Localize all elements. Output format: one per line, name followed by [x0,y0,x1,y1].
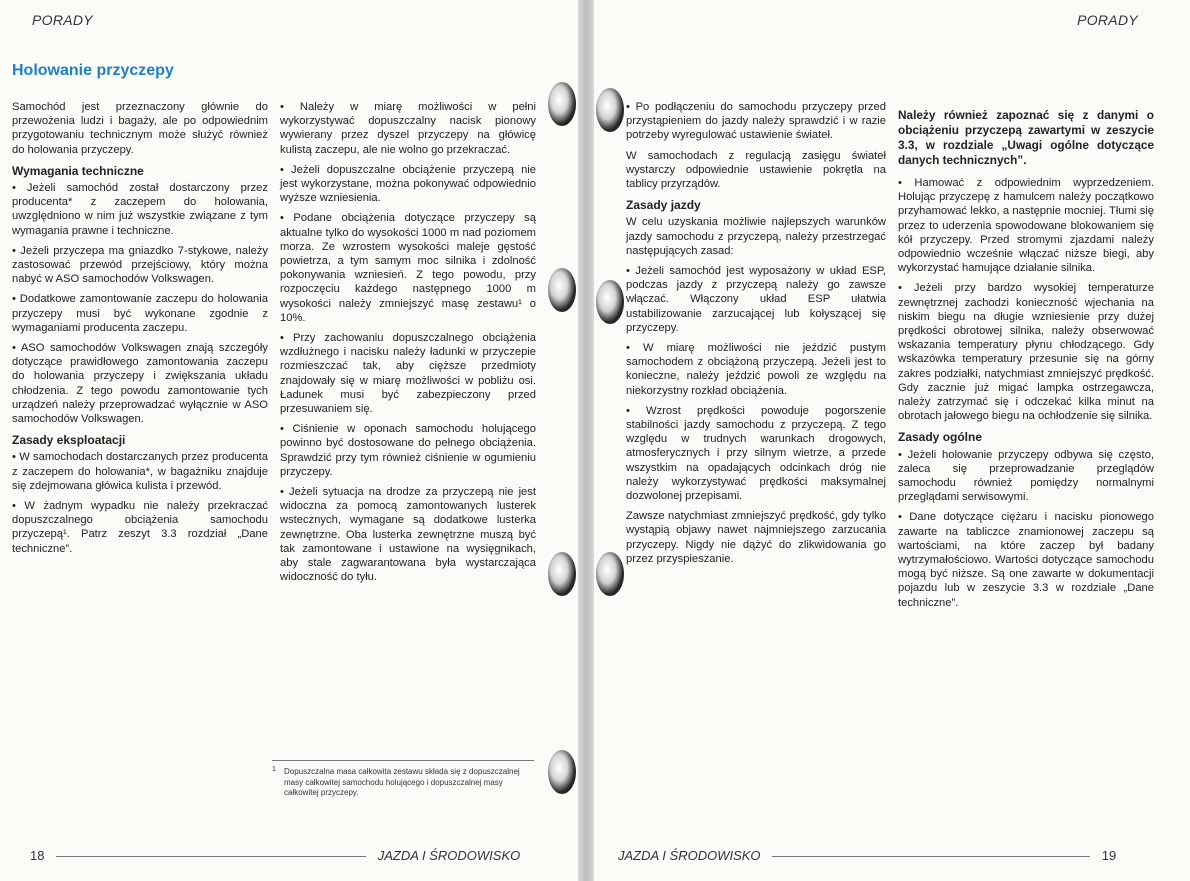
section-heading: Zasady jazdy [626,198,701,213]
paragraph: Należy również zapoznać się z danymi o obciążeniu przyczepą zawartymi w zeszycie 3.3, w rozdziale „Uwagi ogólne dotyczące danych technicznych”. [898,108,1154,167]
binding-hole [548,268,576,312]
section-heading: Zasady eksploatacji [12,433,126,448]
paragraph: • Jeżeli sytuacja na drodze za przyczepą nie jest widoczna za pomocą zamontowanych lusterek wstecznych, wymagane są dodatkowe lusterka zewnętrzne. Oba lusterka zewnętrzne muszą być tak zamontowane i ustawione na wysięgnikach, aby stale zagwarantowana była wystarczająca widoczność do tyłu. [280,486,536,584]
book-gutter [578,0,594,881]
left-page [0,0,578,881]
paragraph: • Jeżeli samochód został dostarczony przez producenta* z zaczepem do holowania, uwzględniono w nim już wszystkie związane z tym wymagania prawne i techniczne. [12,182,268,237]
footnote-text: Dopuszczalna masa całkowita zestawu składa się z dopuszczalnej masy całkowitej samochodu holującego i dopuszczalnej masy całkowitej przyczepy. [284,767,520,797]
binding-hole [548,552,576,596]
section-name: JAZDA I ŚRODOWISKO [618,848,761,863]
binding-hole [548,750,576,794]
paragraph: • Podane obciążenia dotyczące przyczepy są aktualne tylko do wysokości 1000 m nad poziomem morza. Ze wzrostem wysokości maleje gęstość powietrza, a tym samym moc silnika i zdolność pokonywania wzniesień. Z tego powodu, przy rozpoczęciu każdego następnego 1000 m wysokości należy zmniejszyć masę zestawu¹ o 10%. [280,212,536,324]
footer-rule [772,856,1090,857]
paragraph: Zawsze natychmiast zmniejszyć prędkość, gdy tylko wystąpią objawy nawet najmniejszego zarzucania przyczepy. Nigdy nie dążyć do zlikwidowania go przez przyspieszanie. [626,510,886,565]
binding-hole [596,88,624,132]
footnote-mark: 1 [272,766,276,773]
paragraph: • W miarę możliwości nie jeździć pustym samochodem z obciążoną przyczepą. Jeżeli jest to konieczne, należy jeździć powoli ze względu na niekorzystny rozkład obciążenia. [626,342,886,397]
paragraph: • Jeżeli holowanie przyczepy odbywa się często, zaleca się przeprowadzanie przeglądów samochodu również pomiędzy normalnymi przeglądami serwisowymi. [898,448,1154,504]
right-page [594,0,1190,881]
binding-hole [596,552,624,596]
page-number: 19 [1101,848,1117,863]
running-header: PORADY [1077,12,1138,28]
right-column-1 [626,100,886,572]
paragraph: • W samochodach dostarczanych przez producenta z zaczepem do holowania*, w bagażniku znajduje się zdejmowana główica kulista i przewód. [12,451,268,492]
paragraph: • Jeżeli przyczepa ma gniazdko 7-stykowe, należy zastosować przewód przejściowy, który można nabyć w ASO samochodów Volkswagen. [12,244,268,286]
page-footer [618,848,1158,863]
paragraph: W samochodach z regulacją zasięgu świateł wystarczy odpowiednie ustawienie pokrętła na tablicy przyrządów. [626,149,886,191]
footer-rule [56,856,366,857]
paragraph: • Jeżeli przy bardzo wysokiej temperaturze zewnętrznej zachodzi konieczność wjechania na niskim biegu na długie wzniesienie przy dużej prędkości obrotowej silnika, należy obserwować wskazania temperatury płynu chłodzącego. Gdy wskazówka temperatury przesunie się na górny zakres podziałki, natychmiast zmniejszyć prędkość. Gdy zacznie już migać lampka ostrzegawcza, należy zatrzymać się i odczekać kilka minut na obrotach jałowego biegu na ochłodzenie się silnika. [898,282,1154,423]
paragraph: Samochód jest przeznaczony głównie do przewożenia ludzi i bagaży, ale po odpowiednim przygotowaniu technicznym może służyć również do holowania przyczepy. [12,101,268,156]
paragraph: • Wzrost prędkości powoduje pogorszenie stabilności jazdy samochodu z przyczepą. Z tego względu w trudnych warunkach drogowych, atmosferycznych i przy silnym wietrze, a przede wszystkim na opadających odcinkach dróg nie należy wykorzystywać prędkości maksymalnej dozwolonej przepisami. [626,404,886,503]
paragraph: • Ciśnienie w oponach samochodu holującego powinno być dostosowane do pełnego obciążenia. Sprawdzić przy tym również ciśnienie w ogumieniu przyczepy. [280,423,536,478]
paragraph: • Przy zachowaniu dopuszczalnego obciążenia wzdłużnego i nacisku należy ładunki w przyczepie rozmieszczać tak, aby cięższe przedmioty znajdowały się w miarę możliwości w pobliżu osi. Ładunek musi być zabezpieczony przed przesuwaniem się. [280,332,536,416]
paragraph: • W żadnym wypadku nie należy przekraczać dopuszczalnego obciążenia samochodu przyczepą¹. Patrz zeszyt 3.3 rozdział „Dane techniczne”. [12,500,268,555]
paragraph: • Dane dotyczące ciężaru i nacisku pionowego zawarte na tabliczce znamionowej zaczepu są wartościami, na które zaczep był badany wytrzymałościowo. Wartości dotyczące samochodu mogą być niższe. Są one zawarte w dokumentacji pojazdu lub w zeszycie 3.3 w rozdziale „Dane techniczne”. [898,511,1154,609]
left-column-1 [12,100,268,562]
paragraph: • ASO samochodów Volkswagen znają szczegóły dotyczące prawidłowego zamontowania zaczepu do holowania przyczepy i zwiększania układu chłodzenia. Z tego powodu zamontowanie tych urządzeń należy przeprowadzać wyłącznie w ASO samochodów Volkswagen. [12,342,268,426]
section-heading: Zasady ogólne [898,430,983,445]
paragraph: • Jeżeli samochód jest wyposażony w układ ESP, podczas jazdy z przyczepą należy go zawsze włączać. Włączony układ ESP ułatwia ustabilizowanie zarzucającej lub kołyszącej się przyczepy. [626,265,886,334]
paragraph: • Po podłączeniu do samochodu przyczepy przed przystąpieniem do jazdy należy sprawdzić i w razie potrzeby wyregulować ustawienie świateł. [626,101,886,142]
paragraph: • Hamować z odpowiednim wyprzedzeniem. Holując przyczepę z hamulcem należy początkowo przyhamować lekko, a następnie mocniej. Tłumi się przez to uderzenia spowodowane blokowaniem się kół przyczepy. Przed stromymi zjazdami należy odpowiednio wcześnie włączać niższe biegi, aby wykorzystać hamujące działanie silnika. [898,177,1154,275]
right-column-2 [898,108,1154,616]
paragraph: • Należy w miarę możliwości w pełni wykorzystywać dopuszczalny nacisk pionowy wywierany przez dyszel przyczepy na główicę kulistą zaczepu, ale nie wolno go przekraczać. [280,101,536,156]
page-title: Holowanie przyczepy [12,62,174,79]
page-number: 18 [30,848,45,863]
left-column-2 [280,100,536,591]
page-footer [30,848,530,863]
section-heading: Wymagania techniczne [12,163,144,178]
running-header: PORADY [32,12,93,28]
paragraph: • Dodatkowe zamontowanie zaczepu do holowania przyczepy musi być wykonane zgodnie z wymaganiami producenta zaczepu. [12,293,268,334]
binding-hole [548,82,576,126]
paragraph: W celu uzyskania możliwie najlepszych warunków jazdy samochodu z przyczepą, należy przestrzegać następujących zasad: [626,216,886,257]
paragraph: • Jeżeli dopuszczalne obciążenie przyczepą nie jest wykorzystane, można pokonywać odpowiednio wyższe wzniesienia. [280,163,536,205]
binding-hole [596,280,624,324]
section-name: JAZDA I ŚRODOWISKO [377,848,521,863]
footnote [272,760,534,799]
